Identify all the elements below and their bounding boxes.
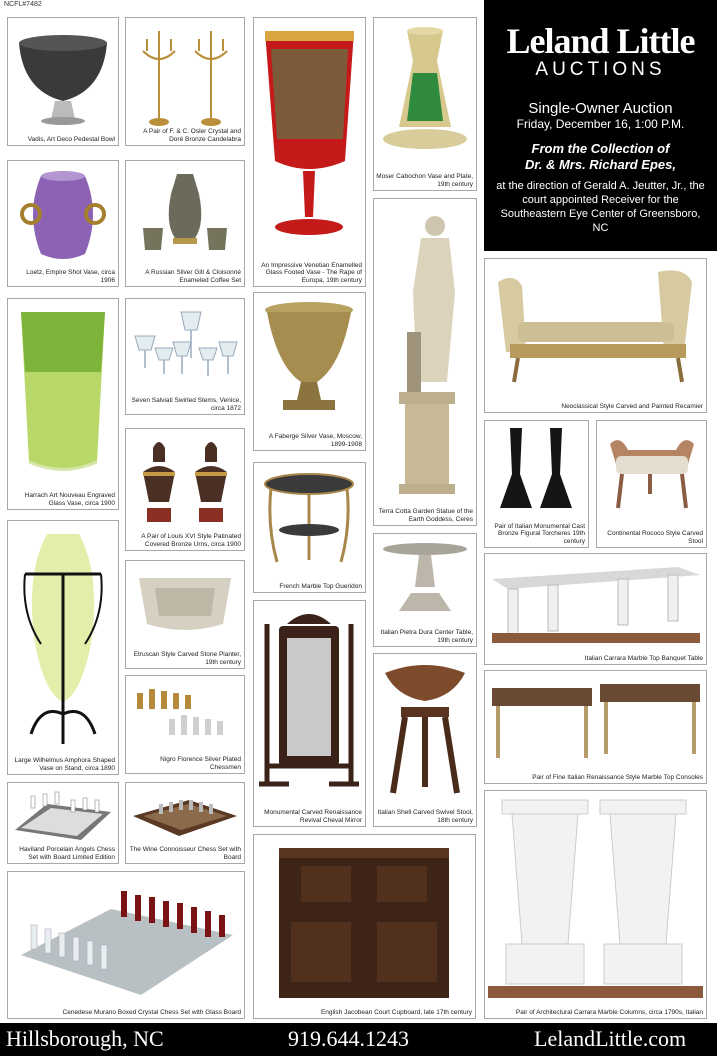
lot-nigro-chessmen[interactable] xyxy=(125,675,245,774)
gueridon-image xyxy=(257,466,362,570)
lot-haviland-chess[interactable] xyxy=(7,782,119,864)
logo-name: Leland Little xyxy=(506,21,695,61)
collection-line1: From the Collection of xyxy=(531,141,670,156)
wine-chess-image xyxy=(129,786,241,844)
logo-subtitle: AUCTIONS xyxy=(535,59,666,80)
auction-header xyxy=(484,0,717,251)
lot-caption: Italian Pietra Dura Center Table, 19th century xyxy=(380,629,473,644)
consoles-image xyxy=(488,674,703,764)
rococo-stool-image xyxy=(600,424,703,520)
shell-stool-image xyxy=(377,657,473,801)
lot-loetz-vase[interactable] xyxy=(7,160,119,287)
lot-caption: Seven Salviati Swirled Stems, Venice, circa 1872 xyxy=(131,397,241,412)
lot-ceres-statue[interactable] xyxy=(373,198,477,526)
lot-harrach-vase[interactable] xyxy=(7,298,119,510)
torcheres-image xyxy=(488,424,585,520)
moser-vase-image xyxy=(377,21,473,161)
lot-caption: Italian Shell Carved Swivel Stool, 18th century xyxy=(377,809,473,824)
lot-caption: French Marble Top Gueridon xyxy=(279,582,362,590)
lot-recamier[interactable] xyxy=(484,258,707,413)
auction-date: Friday, December 16, 1:00 P.M. xyxy=(516,117,685,131)
lot-marble-columns[interactable] xyxy=(484,790,707,1019)
lot-cheval-mirror[interactable] xyxy=(253,600,366,827)
lot-etruscan-planter[interactable] xyxy=(125,560,245,669)
direction-text: at the direction of Gerald A. Jeutter, Jr., the court appointed Receiver for the Southeastern Eye Center of Greensboro, NC xyxy=(496,180,705,234)
lot-banquet-table[interactable] xyxy=(484,553,707,665)
faberge-vase-image xyxy=(257,296,362,421)
recamier-image xyxy=(488,262,703,392)
auction-type: Single-Owner Auction xyxy=(528,100,673,117)
lot-pietra-dura-table[interactable] xyxy=(373,533,477,647)
lot-torcheres[interactable] xyxy=(484,420,589,548)
collection-line2: Dr. & Mrs. Richard Epes, xyxy=(525,157,676,172)
lot-wine-chess-set[interactable] xyxy=(125,782,245,864)
lot-shell-stool[interactable] xyxy=(373,653,477,827)
lot-caption: Cenedese Murano Boxed Crystal Chess Set with Glass Board xyxy=(62,1008,241,1016)
lot-caption: Pair of Architectural Carrara Marble Columns, circa 1790s, Italian xyxy=(515,1008,703,1016)
stems-image xyxy=(129,302,241,382)
footer-city: Hillsborough, NC xyxy=(6,1026,164,1051)
lot-louis-xvi-urns[interactable] xyxy=(125,428,245,551)
pietra-dura-table-image xyxy=(377,537,473,619)
amphora-vase-image xyxy=(11,524,115,749)
lot-caption: Haviland Porcelain Angels Chess Set with Board Limited Edition xyxy=(19,846,115,861)
coffee-set-image xyxy=(129,164,241,264)
candelabra-image xyxy=(129,21,241,129)
catalog-code: NCFL#7482 xyxy=(4,1,42,8)
lot-caption: English Jacobean Court Cupboard, late 17th century xyxy=(320,1008,472,1016)
lot-faberge-vase[interactable] xyxy=(253,292,366,451)
footer-website[interactable]: LelandLittle.com xyxy=(534,1026,687,1051)
cenedese-chess-image xyxy=(11,875,241,1005)
urns-image xyxy=(129,432,241,532)
lot-caption: A Faberge Silver Vase, Moscow, 1899-1908 xyxy=(268,433,362,448)
lot-moser-vase[interactable] xyxy=(373,17,477,191)
lot-caption: Pair of Fine Italian Renaissance Style Marble Top Consoles xyxy=(532,773,703,781)
lot-french-gueridon[interactable] xyxy=(253,462,366,593)
footer-phone[interactable]: 919.644.1243 xyxy=(288,1026,409,1051)
lot-caption: Vadis, Art Deco Pedestal Bowl xyxy=(27,135,115,143)
lot-caption: Neoclassical Style Carved and Painted Recamier xyxy=(561,402,703,410)
lot-amphora-vase[interactable] xyxy=(7,520,119,775)
lot-cenedese-chess-set[interactable] xyxy=(7,871,245,1019)
lot-caption: Pair of Italian Monumental Cast Bronze Figural Torcheres 19th century xyxy=(494,522,585,545)
lot-caption: An Impressive Venetian Enamelled Glass Footed Vase - The Rape of Europa, 19th century xyxy=(261,261,362,284)
lot-caption: Loetz, Empire Shot Vase, circa 1906 xyxy=(26,269,115,284)
lot-caption: Terra Cotta Garden Statue of the Earth Goddess, Ceres xyxy=(378,508,473,523)
loetz-vase-image xyxy=(11,164,115,269)
footer-bar xyxy=(0,1023,717,1056)
lot-caption: Large Wilhelmus Amphora Shaped Vase on Stand, circa 1890 xyxy=(14,757,115,772)
lot-caption: Continental Rococo Style Carved Stool xyxy=(607,530,703,545)
harrach-vase-image xyxy=(11,302,115,487)
lot-caption: Monumental Carved Renaissance Revival Cheval Mirror xyxy=(264,809,362,824)
lot-caption: The Wine Connoisseur Chess Set with Board xyxy=(129,846,241,861)
marble-columns-image xyxy=(488,794,703,998)
lot-renaissance-consoles[interactable] xyxy=(484,670,707,784)
lot-caption: A Russian Silver Gilt & Cloisonné Enameled Coffee Set xyxy=(145,269,241,284)
lot-russian-coffee-set[interactable] xyxy=(125,160,245,287)
lot-caption: Moser Cabochon Vase and Plate, 19th century xyxy=(376,173,473,188)
cheval-mirror-image xyxy=(257,604,362,799)
lot-jacobean-cupboard[interactable] xyxy=(253,834,476,1019)
haviland-chess-image xyxy=(11,786,115,844)
chessmen-image xyxy=(129,679,241,749)
lot-rococo-stool[interactable] xyxy=(596,420,707,548)
bowl-image xyxy=(11,21,115,131)
lot-caption: A Pair of F. & C. Osler Crystal and Doré Bronze Candelabra xyxy=(143,128,241,143)
banquet-table-image xyxy=(488,557,703,643)
ceres-statue-image xyxy=(377,202,473,500)
lot-salviati-stems[interactable] xyxy=(125,298,245,415)
planter-image xyxy=(129,564,241,644)
cupboard-image xyxy=(257,838,472,998)
lot-caption: Nigro Florence Silver Plated Chessmen xyxy=(160,756,241,771)
lot-caption: Italian Carrara Marble Top Banquet Table xyxy=(584,654,703,662)
lot-osler-candelabra[interactable] xyxy=(125,17,245,146)
venetian-vase-image xyxy=(257,21,362,257)
lot-venetian-vase[interactable] xyxy=(253,17,366,287)
lot-caption: Harrach Art Nouveau Engraved Glass Vase, circa 1900 xyxy=(24,492,115,507)
lot-caption: A Pair of Louis XVI Style Patinated Covered Bronze Urns, circa 1900 xyxy=(141,533,241,548)
lot-art-deco-bowl[interactable] xyxy=(7,17,119,146)
lot-caption: Etruscan Style Carved Stone Planter, 19th century xyxy=(133,651,241,666)
